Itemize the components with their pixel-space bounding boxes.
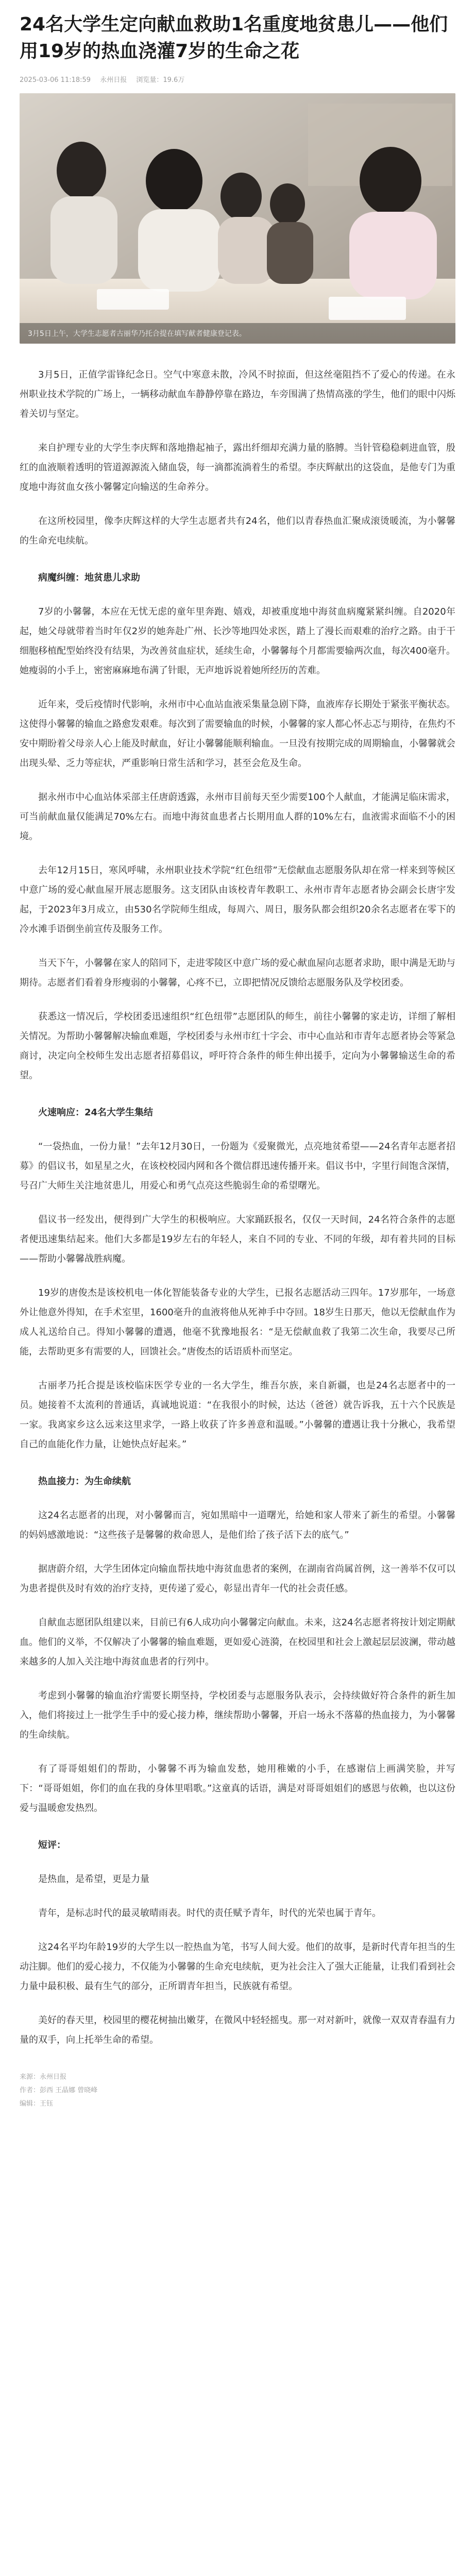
paragraph: 这24名平均年龄19岁的大学生以一腔热血为笔，书写人间大爱。他们的故事，是新时代青年担当的生动注脚。他们的爱心接力，不仅能为小馨馨的生命充电续航，更为社会注入了强大正能量，让我们看到社会力量中最积极、最有生气的部分，正所谓青年担当，民族就有希望。 xyxy=(20,1942,455,1992)
paragraph: 近年来，受后疫情时代影响，永州市中心血站血液采集量急剧下降，血液库存长期处于紧张平衡状态。这使得小馨馨的输血之路愈发艰难。每次到了需要输血的时候，小馨馨的家人都心怀忐忑与期待，在焦灼不安中期盼着父母亲人心上能及时献血，好让小馨馨能顺利输血。一旦没有按期完成的周期输血，小馨馨就会出现头晕、乏力等症状，严重影响日常生活和学习，甚至会危及生命。 xyxy=(20,699,455,769)
paragraph: “一袋热血，一份力量！”去年12月30日，一份题为《爱聚微光，点亮地贫希望——24名青年志愿者招募》的倡议书，如星星之火，在该校校园内网和各个微信群迅速传播开来。倡议书中，字里行间饱含深情，号召广大师生关注地贫患儿，用爱心和勇气点亮这些脆弱生命的希望曙光。 xyxy=(20,1141,455,1191)
section-heading: 病魔纠缠：地贫患儿求助 xyxy=(38,572,140,583)
paragraph: 3月5日，正值学雷锋纪念日。空气中寒意未散，冷风不时掠面，但这丝毫阻挡不了爱心的传递。在永州职业技术学院的广场上，一辆移动献血车静静停靠在路边，车旁围满了热情高涨的学生，他们的眼中闪烁着关切与坚定。 xyxy=(20,369,455,419)
publish-date: 2025-03-06 11:18:59 xyxy=(20,76,91,84)
article-title: 24名大学生定向献血救助1名重度地贫患儿——他们用19岁的热血浇灌7岁的生命之花 xyxy=(20,14,448,62)
article-footer xyxy=(20,2071,455,2111)
paragraph: 据永州市中心血站体采部主任唐蔚透露，永州市目前每天至少需要100个人献血，才能满足临床需求，可当前献血量仅能满足70%左右。而地中海贫血患者占长期用血人群的10%左右，血液需求面临不小的困境。 xyxy=(20,792,455,842)
paragraph: 是热血，是希望，更是力量 xyxy=(38,1874,149,1885)
paragraph: 青年，是标志时代的最灵敏晴雨表。时代的责任赋予青年，时代的光荣也属于青年。 xyxy=(38,1908,381,1919)
paragraph: 去年12月15日，寒风呼啸，永州职业技术学院“红色纽带”无偿献血志愿服务队却在常一样来到等候区中意广场的爱心献血屋开展志愿服务。这支团队由该校青年教职工、永州市青年志愿者协会副会长唐宇发起，于2023年3月成立，由530名学院师生组成，每周六、周日，服务队都会组织20余名志愿者在零下的冷水滩手语倒坐前宣传及服务工作。 xyxy=(20,865,455,935)
paragraph: 古丽孝乃托合提是该校临床医学专业的一名大学生，维吾尔族，来自新疆，也是24名志愿者中的一员。她接着不太流利的普通话，真诚地说道：“在我很小的时候，达达（爸爸）就告诉我，五十六个民族是一家。我离家乡这么远来这里求学，一路上收获了许多善意和温暖。”小馨馨的遭遇让我十分揪心，我希望自己的血能化作力量，让她快点好起来。” xyxy=(20,1380,455,1450)
image-caption: 3月5日上午，大学生志愿者古丽华乃托合提在填写献者健康登记表。 xyxy=(20,323,455,344)
section-heading: 热血接力：为生命续航 xyxy=(38,1476,131,1487)
article-body xyxy=(20,365,455,2050)
article-meta xyxy=(20,74,455,84)
paragraph: 考虑到小馨馨的输血治疗需要长期坚持，学校团委与志愿服务队表示，会持续做好符合条件的新生加入，他们将接过上一批学生手中的爱心接力棒，继续帮助小馨馨，开启一场永不落幕的热血接力，为小馨馨的生命续航。 xyxy=(20,1690,455,1740)
paragraph: 倡议书一经发出，便得到广大学生的积极响应。大家踊跃报名，仅仅一天时间，24名符合条件的志愿者便迅速集结起来。他们大多都是19岁左右的年轻人，来自不同的专业、不同的年级，却有着共同的目标——帮助小馨馨战胜病魔。 xyxy=(20,1214,455,1264)
footer-author: 作者：彭西 王晶娜 曾晓峰 xyxy=(20,2087,98,2094)
classroom-photo-illustration xyxy=(20,93,455,344)
paragraph: 这24名志愿者的出现，对小馨馨而言，宛如黑暗中一道曙光，给她和家人带来了新生的希望。小馨馨的妈妈感激地说：“这些孩子是馨馨的救命恩人，是他们给了孩子活下去的底气。” xyxy=(20,1510,455,1540)
paragraph: 在这所校园里，像李庆辉这样的大学生志愿者共有24名，他们以青春热血汇聚成滚烫暖流，为小馨馨的生命充电续航。 xyxy=(20,516,455,546)
paragraph: 19岁的唐俊杰是该校机电一体化智能装备专业的大学生，已报名志愿活动三四年。17岁那年，一场意外让他意外得知，在手术室里，1600毫升的血液将他从死神手中夺回。18岁生日那天，他以无偿献血作为成人礼送给自己。得知小馨馨的遭遇，他毫不犹豫地报名：“是无偿献血救了我第二次生命，我要尽己所能，去帮助更多有需要的人，回馈社会。”唐俊杰的话语质朴而坚定。 xyxy=(20,1287,455,1357)
paragraph: 获悉这一情况后，学校团委迅速组织“红色纽带”志愿团队的师生，前往小馨馨的家走访，详细了解相关情况。为帮助小馨馨解决输血难题，学校团委与永州市红十字会、市中心血站和市青年志愿者协会等紧急商讨，决定向全校师生发出志愿者招募倡议，呼吁符合条件的师生伸出援手，定向为小馨馨输送生命的希望。 xyxy=(20,1011,455,1081)
paragraph: 美好的春天里，校园里的樱花树抽出嫩芽，在微风中轻轻摇曳。那一对对新叶，就像一双双青春温有力量的双手，向上托举生命的希望。 xyxy=(20,2015,455,2045)
article-source: 永州日报 xyxy=(100,76,127,84)
hero-photo xyxy=(20,93,455,344)
paragraph: 当天下午，小馨馨在家人的陪同下，走进零陵区中意广场的爱心献血屋向志愿者求助，眼中满是无助与期待。志愿者们看着身形瘦弱的小馨馨，心疼不已，立即把情况反馈给志愿服务队及学校团委。 xyxy=(20,958,455,988)
footer-source: 来源：永州日报 xyxy=(20,2073,67,2081)
section-heading: 短评： xyxy=(38,1840,66,1851)
paragraph: 有了哥哥姐姐们的帮助，小馨馨不再为输血发愁，她用稚嫩的小手，在感谢信上画满笑脸，并写下：“哥哥姐姐，你们的血在我的身体里唱歌。”这童真的话语，满是对哥哥姐姐们的感恩与依赖，也以这份爱与温暖愈发热烈。 xyxy=(20,1764,455,1814)
paragraph: 自献血志愿团队组建以来，目前已有6人成功向小馨馨定向献血。未来，这24名志愿者将按计划定期献血。他们的义举，不仅解决了小馨馨的输血难题，更如爱心涟漪，在校园里和社会上激起层层波澜，带动越来越多的人加入关注地中海贫血患者的行列中。 xyxy=(20,1617,455,1667)
paragraph: 来自护理专业的大学生李庆辉和落地撸起袖子，露出纤细却充满力量的胳膊。当针管稳稳刺进血管，殷红的血液顺着透明的管道源源流入储血袋，每一滴都流淌着生的希望。李庆辉献出的这袋血，是他专门为重度地中海贫血女孩小馨馨定向输送的生命养分。 xyxy=(20,443,455,493)
view-count: 浏览量：19.6万 xyxy=(136,76,185,84)
footer-editor: 编辑：王钰 xyxy=(20,2100,54,2108)
paragraph: 据唐蔚介绍，大学生团体定向输血帮扶地中海贫血患者的案例，在湖南省尚属首例，这一善举不仅可以为患者提供及时有效的治疗支持，更传递了爱心，彰显出青年一代的社会责任感。 xyxy=(20,1564,455,1594)
section-heading: 火速响应：24名大学生集结 xyxy=(38,1107,154,1118)
paragraph: 7岁的小馨馨，本应在无忧无虑的童年里奔跑、嬉戏，却被重度地中海贫血病魔紧紧纠缠。自2020年起，她父母就带着当时年仅2岁的她奔赴广州、长沙等地四处求医，踏上了漫长而艰难的治疗之路。由于干细胞移植配型始终没有结果，为改善贫血症状，延续生命，小馨馨每个月都需要输两次血，每次400毫升。她瘦弱的小手上，密密麻麻地布满了针眼，无声地诉说着她所经历的苦难。 xyxy=(20,606,455,676)
